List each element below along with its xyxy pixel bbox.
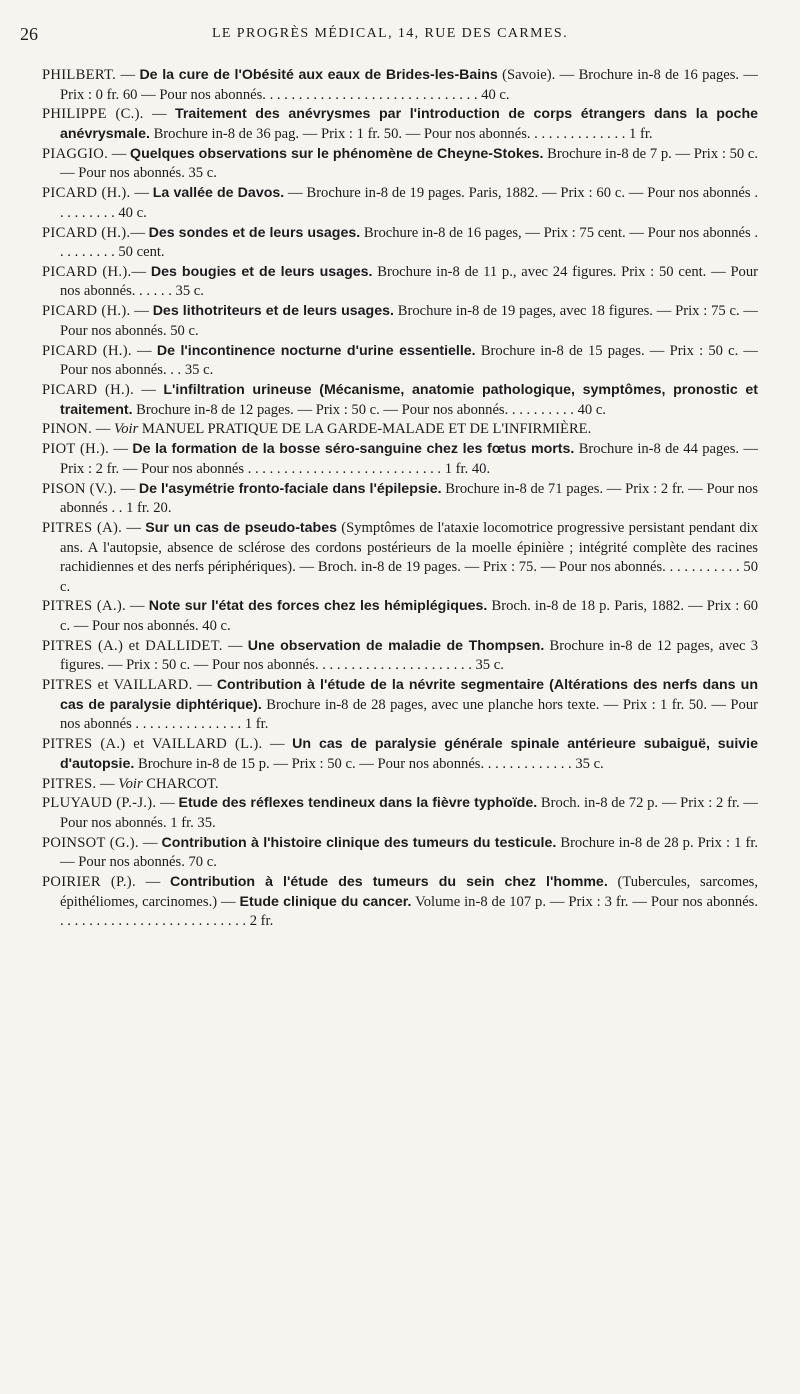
entry-separator: — [222,637,248,654]
entry-title: Contribution à l'étude des tumeurs du sein chez l'homme. [170,874,608,891]
entry-separator: — [130,185,153,202]
entry-separator: — [116,67,140,83]
catalog-entry [42,420,758,440]
entry-author: PIOT (H.). [42,441,110,458]
entry-author: PIAGGIO. [42,145,109,162]
entry-details: (Tubercules, sarcomes, épithéliomes, carcinomes.) — [60,874,759,910]
entry-details: Brochure in-8 de 12 pages, avec 3 figures. — Prix : 50 c. — Pour nos abonnés. . . . . . . . . . . . . . . . . . . . . . 35 c. [60,637,758,674]
entry-details: Brochure in-8 de 16 pages, — Prix : 75 cent. — Pour nos abonnés . . . . . . . . . 50 cent. [60,224,759,261]
entry-details: Brochure in-8 de 71 pages. — Prix : 2 fr. — Pour nos abonnés . . 1 fr. 20. [60,480,759,517]
catalog-entry [42,480,758,519]
entry-title: Des bougies et de leurs usages. [150,263,373,280]
entry-details: Brochure in-8 de 28 p. Prix : 1 fr. — Pour nos abonnés. 70 c. [60,834,759,871]
entry-title: Contribution à l'histoire clinique des tumeurs du testicule. [161,834,557,851]
entry-details: Brochure in-8 de 28 pages, avec une planche hors texte. — Prix : 1 fr. 50. — Pour nos abonnés . . . . . . . . . . . . . . . 1 fr. [60,696,758,733]
entry-separator: — [92,421,114,438]
entry-title: De l'asymétrie fronto-faciale dans l'épilepsie. [138,480,442,497]
entry-separator: — [262,736,293,753]
entry-separator: — [122,519,146,536]
entry-author: PICARD (H.). [42,263,132,280]
entry-separator: — [192,677,217,694]
entry-separator: — [134,382,164,398]
entry-title: Contribution à l'étude de la névrite segmentaire (Altérations des nerfs dans un cas de paralysie diphtérique). [60,677,758,713]
entry-separator: — [130,303,153,320]
entry-details: — Brochure in-8 de 19 pages. Paris, 1882. — Prix : 60 c. — Pour nos abonnés . . . . . . . . . 40 c. [60,185,759,221]
entry-author: PHILBERT. [42,67,117,83]
entry-details: (Savoie). — Brochure in-8 de 16 pages. — Prix : 0 fr. 60 — Pour nos abonnés. . . . . . . . . . . . . . . . . . . . . . . . . . . . . . 40 c. [60,67,759,103]
catalog-entry [42,834,758,873]
entry-title: Sur un cas de pseudo-tabes [145,519,337,536]
entry-author: PICARD (H.). [42,382,135,398]
entry-title: Un cas de paralysie générale spinale antérieure subaiguë, suivie d'autopsie. [60,736,758,772]
entry-separator: — [116,480,139,497]
catalog-entry [42,66,758,105]
entry-see-also-label: Voir [118,775,143,792]
entry-details: Broch. in-8 de 18 p. Paris, 1882. — Prix : 60 c. — Pour nos abonnés. 40 c. [60,598,759,635]
entry-author: PITRES et VAILLARD. [42,677,193,694]
entry-author: PITRES. [42,775,97,792]
entry-details-secondary: Volume in-8 de 107 p. — Prix : 3 fr. — Pour nos abonnés. . . . . . . . . . . . . . . . . . . . . . . . . . . 2 fr. [60,893,758,930]
page-number: 26 [20,24,38,44]
entry-author: PISON (V.). [42,480,117,497]
entry-title: Etude des réflexes tendineux dans la fièvre typhoïde. [178,795,538,812]
entry-separator: — [108,145,131,162]
entry-details: (Symptômes de l'ataxie locomotrice progressive persistant pendant dix ans. A l'autopsie, absence de sclérose des cordons postérieurs de la moelle épinière ; intégrité complète des racines rachidiennes et des nerfs périphériques). — Broch. in-8 de 19 pages. — Prix : 75. — Pour nos abonnés. . . . . . . . . . . 50 c. [60,519,759,595]
catalog-entry [42,184,758,223]
entry-author: PICARD (H.). [42,303,131,320]
entry-see-also-target: MANUEL PRATIQUE DE LA GARDE-MALADE ET DE L'INFIRMIÈRE. [138,421,592,438]
entry-separator: — [143,106,175,123]
catalog-entry [42,105,758,144]
entry-details: Brochure in-8 de 11 p., avec 24 figures. Prix : 50 cent. — Pour nos abonnés. . . . . . 35 c. [60,263,759,300]
catalog-entry [42,302,758,341]
entry-details: Brochure in-8 de 44 pages. — Prix : 2 fr. — Pour nos abonnés . . . . . . . . . . . . . . . . . . . . . . . . . . . 1 fr. 40. [60,441,759,477]
entry-details: Brochure in-8 de 7 p. — Prix : 50 c. — Pour nos abonnés. 35 c. [60,145,758,182]
entry-author: PITRES (A.) et DALLIDET. [42,637,223,654]
entry-see-also-target: CHARCOT. [142,775,219,792]
entry-title: De l'incontinence nocturne d'urine essentielle. [156,342,476,359]
entry-title: Une observation de maladie de Thompsen. [247,637,545,654]
entry-separator: — [130,224,149,241]
catalog-entry [42,676,758,735]
entry-separator: — [125,598,149,615]
entry-separator: — [131,342,157,359]
entry-author: PINON. [42,421,93,438]
entry-separator: — [135,874,170,891]
entry-details: Brochure in-8 de 19 pages, avec 18 figures. — Prix : 75 c. — Pour nos abonnés. 50 c. [60,303,759,339]
entry-title: Note sur l'état des forces chez les hémiplégiques. [148,598,488,615]
entry-separator: — [156,795,179,812]
entry-title: La vallée de Davos. [152,185,285,202]
entry-details: Brochure in-8 de 36 pag. — Prix : 1 fr. 50. — Pour nos abonnés. . . . . . . . . . . . . . 1 fr. [149,125,653,142]
entry-separator: — [138,834,162,851]
entry-author: PHILIPPE (C.). [42,106,144,123]
entry-separator: — [109,441,133,458]
entry-title: Des sondes et de leurs usages. [148,224,361,241]
catalog-entry [42,794,758,833]
entry-author: PITRES (A.) et VAILLARD (L.). [42,736,263,753]
entry-title: Quelques observations sur le phénomène de Cheyne-Stokes. [130,145,544,162]
entry-author: PICARD (H.). [42,224,131,241]
entry-author: PICARD (H.). [42,342,132,359]
entry-title: De la formation de la bosse séro-sanguine chez les fœtus morts. [132,441,575,458]
catalog-entry [42,145,758,184]
entry-see-also-label: Voir [113,421,139,438]
catalog-entry [42,342,758,381]
catalog-entry [42,519,758,597]
catalog-entries [42,66,758,932]
entry-title: Traitement des anévrysmes par l'introduction de corps étrangers dans la poche anévrysmale. [60,106,758,142]
catalog-entry [42,224,758,263]
catalog-entry [42,597,758,636]
catalog-entry [42,263,758,302]
catalog-entry [42,873,758,932]
entry-details: Broch. in-8 de 72 p. — Prix : 2 fr. — Pour nos abonnés. 1 fr. 35. [60,795,759,831]
catalog-entry [42,381,758,420]
entry-author: PITRES (A.). [42,598,126,615]
entry-author: POINSOT (G.). [42,834,139,851]
catalog-entry [42,775,758,795]
running-head: LE PROGRÈS MÉDICAL, 14, RUE DES CARMES. [211,26,569,41]
catalog-entry [42,440,758,479]
entry-separator: — [96,775,119,792]
entry-author: POIRIER (P.). [42,874,136,891]
entry-title-secondary: Etude clinique du cancer. [239,893,412,910]
catalog-entry [42,637,758,676]
entry-title: L'infiltration urineuse (Mécanisme, anatomie pathologique, symptômes, pronostic et traitement. [60,382,758,418]
entry-details: Brochure in-8 de 15 p. — Prix : 50 c. — Pour nos abonnés. . . . . . . . . . . . . 35 c. [134,755,604,772]
entry-author: PLUYAUD (P.-J.). [42,795,157,812]
entry-details: Brochure in-8 de 15 pages. — Prix : 50 c. — Pour nos abonnés. . . 35 c. [60,342,759,379]
catalog-entry [42,735,758,774]
entry-details: Brochure in-8 de 12 pages. — Prix : 50 c. — Pour nos abonnés. . . . . . . . . . 40 c. [132,401,606,418]
entry-separator: — [131,263,151,280]
entry-title: De la cure de l'Obésité aux eaux de Brides-les-Bains [139,67,498,83]
entry-author: PITRES (A). [42,519,123,536]
entry-author: PICARD (H.). [42,185,131,202]
entry-title: Des lithotriteurs et de leurs usages. [152,303,394,320]
page-header [20,24,760,50]
